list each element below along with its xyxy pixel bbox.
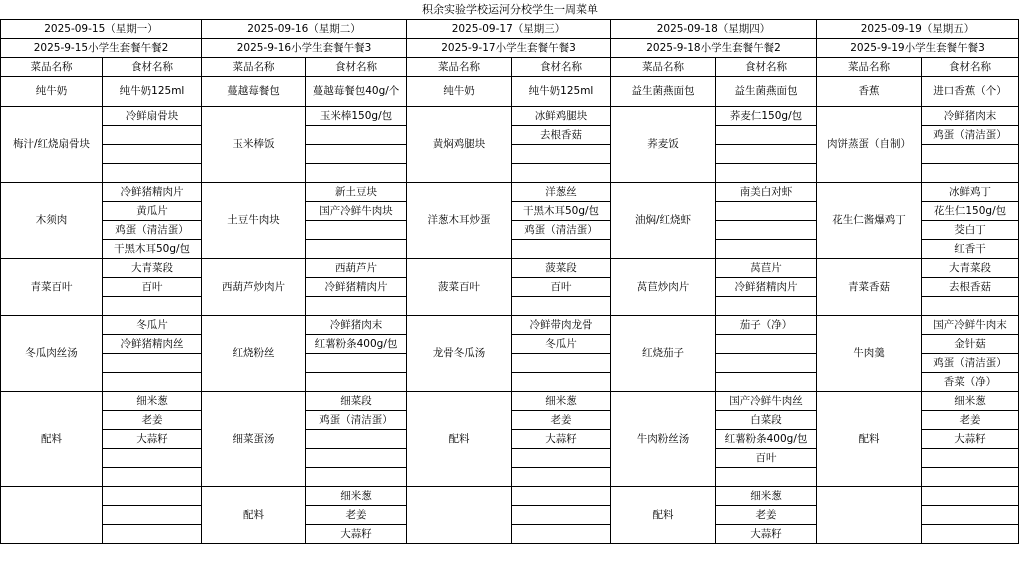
ingredient-cell [716, 335, 817, 354]
ingredient-cell [922, 145, 1019, 164]
dish-name-cell: 红烧茄子 [611, 316, 716, 392]
ingredient-cell: 细米葱 [306, 487, 407, 506]
ingredient-cell [103, 525, 202, 544]
dish-name-cell [817, 487, 922, 544]
ingredient-cell [512, 487, 611, 506]
ingredient-cell: 茭白丁 [922, 221, 1019, 240]
dish-name-cell: 细菜蛋汤 [202, 392, 306, 487]
ingredient-cell: 百叶 [716, 449, 817, 468]
ingredient-cell [103, 145, 202, 164]
ingredient-cell [716, 468, 817, 487]
ingredient-cell: 冷鲜猪精肉丝 [103, 335, 202, 354]
ingredient-cell: 黄瓜片 [103, 202, 202, 221]
ingredient-cell [306, 373, 407, 392]
ingredient-cell: 冷鲜猪精肉片 [103, 183, 202, 202]
ingredient-cell: 鸡蛋（清洁蛋） [922, 126, 1019, 145]
ingredient-column-header: 食材名称 [512, 58, 611, 77]
dish-name-cell: 纯牛奶 [1, 77, 103, 107]
ingredient-cell [716, 164, 817, 183]
ingredient-cell: 细菜段 [306, 392, 407, 411]
date-header: 2025-09-19（星期五） [817, 20, 1019, 39]
date-header: 2025-09-15（星期一） [1, 20, 202, 39]
ingredient-cell: 茄子（净） [716, 316, 817, 335]
ingredient-cell [103, 487, 202, 506]
dish-name-cell: 配料 [407, 392, 512, 487]
dish-name-cell: 配料 [1, 392, 103, 487]
dish-name-cell: 龙骨冬瓜汤 [407, 316, 512, 392]
ingredient-cell [512, 449, 611, 468]
dish-name-cell [1, 487, 103, 544]
ingredient-cell [512, 145, 611, 164]
ingredient-cell [103, 164, 202, 183]
ingredient-cell: 国产冷鲜牛肉块 [306, 202, 407, 221]
ingredient-column-header: 食材名称 [716, 58, 817, 77]
dish-name-cell: 花生仁酱爆鸡丁 [817, 183, 922, 259]
ingredient-cell [716, 126, 817, 145]
ingredient-cell: 百叶 [103, 278, 202, 297]
ingredient-cell [103, 373, 202, 392]
ingredient-cell: 红香干 [922, 240, 1019, 259]
ingredient-cell [306, 430, 407, 449]
ingredient-row [1, 107, 1019, 126]
ingredient-column-header: 食材名称 [922, 58, 1019, 77]
ingredient-cell: 冷鲜扇骨块 [103, 107, 202, 126]
ingredient-row [1, 183, 1019, 202]
ingredient-row [1, 259, 1019, 278]
ingredient-cell [716, 297, 817, 316]
meal-header: 2025-9-17小学生套餐午餐3 [407, 39, 611, 58]
ingredient-cell: 老姜 [716, 506, 817, 525]
ingredient-cell [306, 164, 407, 183]
ingredient-cell: 冰鲜鸡腿块 [512, 107, 611, 126]
ingredient-cell: 细米葱 [922, 392, 1019, 411]
dish-column-header: 菜品名称 [407, 58, 512, 77]
column-header-row [1, 58, 1019, 77]
dish-name-cell: 蔓越莓餐包 [202, 77, 306, 107]
ingredient-cell: 冷鲜猪肉末 [922, 107, 1019, 126]
dish-name-cell: 莴苣炒肉片 [611, 259, 716, 316]
ingredient-cell [512, 164, 611, 183]
dish-name-cell: 配料 [817, 392, 922, 487]
ingredient-cell: 冷鲜猪肉末 [306, 316, 407, 335]
ingredient-cell [716, 240, 817, 259]
ingredient-cell [103, 354, 202, 373]
ingredient-cell [306, 449, 407, 468]
ingredient-cell [512, 297, 611, 316]
ingredient-cell: 莴苣片 [716, 259, 817, 278]
ingredient-cell [922, 164, 1019, 183]
ingredient-cell: 老姜 [103, 411, 202, 430]
ingredient-cell: 细米葱 [716, 487, 817, 506]
dish-column-header: 菜品名称 [817, 58, 922, 77]
ingredient-cell: 干黑木耳50g/包 [103, 240, 202, 259]
ingredient-cell: 玉米棒150g/包 [306, 107, 407, 126]
dish-name-cell: 木须肉 [1, 183, 103, 259]
ingredient-cell [103, 449, 202, 468]
ingredient-cell: 鸡蛋（清洁蛋） [922, 354, 1019, 373]
ingredient-cell [306, 297, 407, 316]
ingredient-cell: 国产冷鲜牛肉丝 [716, 392, 817, 411]
ingredient-cell [512, 240, 611, 259]
ingredient-cell: 南美白对虾 [716, 183, 817, 202]
dish-name-cell: 菠菜百叶 [407, 259, 512, 316]
ingredient-cell: 香菜（净） [922, 373, 1019, 392]
item-row-single [1, 77, 1019, 107]
ingredient-column-header: 食材名称 [306, 58, 407, 77]
ingredient-cell: 鸡蛋（清洁蛋） [512, 221, 611, 240]
ingredient-cell [922, 468, 1019, 487]
ingredient-cell [922, 525, 1019, 544]
ingredient-cell [922, 487, 1019, 506]
ingredient-cell [103, 126, 202, 145]
ingredient-cell [306, 126, 407, 145]
ingredient-cell: 冷鲜猪精肉片 [716, 278, 817, 297]
ingredient-cell [716, 145, 817, 164]
ingredient-row [1, 487, 1019, 506]
ingredient-cell [103, 506, 202, 525]
ingredient-cell: 洋葱丝 [512, 183, 611, 202]
ingredient-cell: 纯牛奶125ml [103, 77, 202, 107]
ingredient-cell: 大蒜籽 [512, 430, 611, 449]
ingredient-cell [103, 297, 202, 316]
ingredient-cell: 荞麦仁150g/包 [716, 107, 817, 126]
dish-name-cell: 红烧粉丝 [202, 316, 306, 392]
dish-name-cell: 冬瓜肉丝汤 [1, 316, 103, 392]
sheet-title: 积余实验学校运河分校学生一周菜单 [422, 3, 598, 16]
meal-header: 2025-9-16小学生套餐午餐3 [202, 39, 407, 58]
dish-name-cell: 土豆牛肉块 [202, 183, 306, 259]
ingredient-cell: 大青菜段 [922, 259, 1019, 278]
ingredient-cell: 红薯粉条400g/包 [306, 335, 407, 354]
ingredient-cell: 细米葱 [103, 392, 202, 411]
date-header: 2025-09-18（星期四） [611, 20, 817, 39]
ingredient-cell: 冷鲜带肉龙骨 [512, 316, 611, 335]
dish-name-cell: 梅汁/红烧扇骨块 [1, 107, 103, 183]
ingredient-cell: 干黑木耳50g/包 [512, 202, 611, 221]
dish-name-cell: 牛肉粉丝汤 [611, 392, 716, 487]
dish-name-cell: 洋葱木耳炒蛋 [407, 183, 512, 259]
dish-name-cell: 配料 [611, 487, 716, 544]
ingredient-cell: 国产冷鲜牛肉末 [922, 316, 1019, 335]
ingredient-cell [306, 354, 407, 373]
meal-header: 2025-9-18小学生套餐午餐2 [611, 39, 817, 58]
dish-name-cell [407, 487, 512, 544]
dish-name-cell: 黄焖鸡腿块 [407, 107, 512, 183]
dish-name-cell: 肉饼蒸蛋（自制） [817, 107, 922, 183]
dish-name-cell: 配料 [202, 487, 306, 544]
meal-header: 2025-9-15小学生套餐午餐2 [1, 39, 202, 58]
ingredient-cell: 鸡蛋（清洁蛋） [306, 411, 407, 430]
ingredient-cell: 冷鲜猪精肉片 [306, 278, 407, 297]
dish-name-cell: 玉米棒饭 [202, 107, 306, 183]
ingredient-column-header: 食材名称 [103, 58, 202, 77]
ingredient-cell [716, 202, 817, 221]
ingredient-cell: 冬瓜片 [103, 316, 202, 335]
ingredient-cell: 百叶 [512, 278, 611, 297]
date-header-row [1, 20, 1019, 39]
ingredient-cell: 菠菜段 [512, 259, 611, 278]
ingredient-cell: 大青菜段 [103, 259, 202, 278]
ingredient-cell [716, 221, 817, 240]
ingredient-cell: 大蒜籽 [716, 525, 817, 544]
dish-name-cell: 西葫芦炒肉片 [202, 259, 306, 316]
dish-column-header: 菜品名称 [202, 58, 306, 77]
ingredient-cell: 新土豆块 [306, 183, 407, 202]
ingredient-cell: 细米葱 [512, 392, 611, 411]
ingredient-cell: 益生菌燕面包 [716, 77, 817, 107]
dish-name-cell: 香蕉 [817, 77, 922, 107]
ingredient-cell: 冰鲜鸡丁 [922, 183, 1019, 202]
ingredient-cell [922, 449, 1019, 468]
dish-name-cell: 青菜百叶 [1, 259, 103, 316]
ingredient-cell: 红薯粉条400g/包 [716, 430, 817, 449]
ingredient-cell: 大蒜籽 [922, 430, 1019, 449]
ingredient-cell [512, 354, 611, 373]
dish-column-header: 菜品名称 [1, 58, 103, 77]
ingredient-cell [716, 373, 817, 392]
ingredient-cell: 西葫芦片 [306, 259, 407, 278]
dish-name-cell: 益生菌燕面包 [611, 77, 716, 107]
ingredient-cell: 冬瓜片 [512, 335, 611, 354]
ingredient-cell: 进口香蕉（个） [922, 77, 1019, 107]
ingredient-cell: 花生仁150g/包 [922, 202, 1019, 221]
ingredient-cell: 纯牛奶125ml [512, 77, 611, 107]
ingredient-cell: 老姜 [306, 506, 407, 525]
dish-name-cell: 牛肉羹 [817, 316, 922, 392]
ingredient-cell [716, 354, 817, 373]
ingredient-cell: 大蒜籽 [306, 525, 407, 544]
meal-header-row [1, 39, 1019, 58]
ingredient-cell: 大蒜籽 [103, 430, 202, 449]
ingredient-cell [512, 373, 611, 392]
ingredient-cell [306, 221, 407, 240]
date-header: 2025-09-16（星期二） [202, 20, 407, 39]
dish-name-cell: 青菜香菇 [817, 259, 922, 316]
ingredient-row [1, 316, 1019, 335]
ingredient-row [1, 392, 1019, 411]
ingredient-cell [103, 468, 202, 487]
ingredient-cell [512, 468, 611, 487]
ingredient-cell: 去根香菇 [922, 278, 1019, 297]
dish-name-cell: 油焖/红烧虾 [611, 183, 716, 259]
ingredient-cell [922, 506, 1019, 525]
ingredient-cell [306, 468, 407, 487]
ingredient-cell: 蔓越莓餐包40g/个 [306, 77, 407, 107]
ingredient-cell [922, 297, 1019, 316]
dish-name-cell: 纯牛奶 [407, 77, 512, 107]
dish-column-header: 菜品名称 [611, 58, 716, 77]
weekly-menu-table [0, 19, 1019, 544]
dish-name-cell: 荞麦饭 [611, 107, 716, 183]
meal-header: 2025-9-19小学生套餐午餐3 [817, 39, 1019, 58]
ingredient-cell: 白菜段 [716, 411, 817, 430]
ingredient-cell [306, 145, 407, 164]
date-header: 2025-09-17（星期三） [407, 20, 611, 39]
ingredient-cell: 去根香菇 [512, 126, 611, 145]
ingredient-cell [512, 506, 611, 525]
ingredient-cell: 老姜 [922, 411, 1019, 430]
ingredient-cell: 鸡蛋（清洁蛋） [103, 221, 202, 240]
ingredient-cell: 金针菇 [922, 335, 1019, 354]
ingredient-cell [512, 525, 611, 544]
ingredient-cell: 老姜 [512, 411, 611, 430]
ingredient-cell [306, 240, 407, 259]
